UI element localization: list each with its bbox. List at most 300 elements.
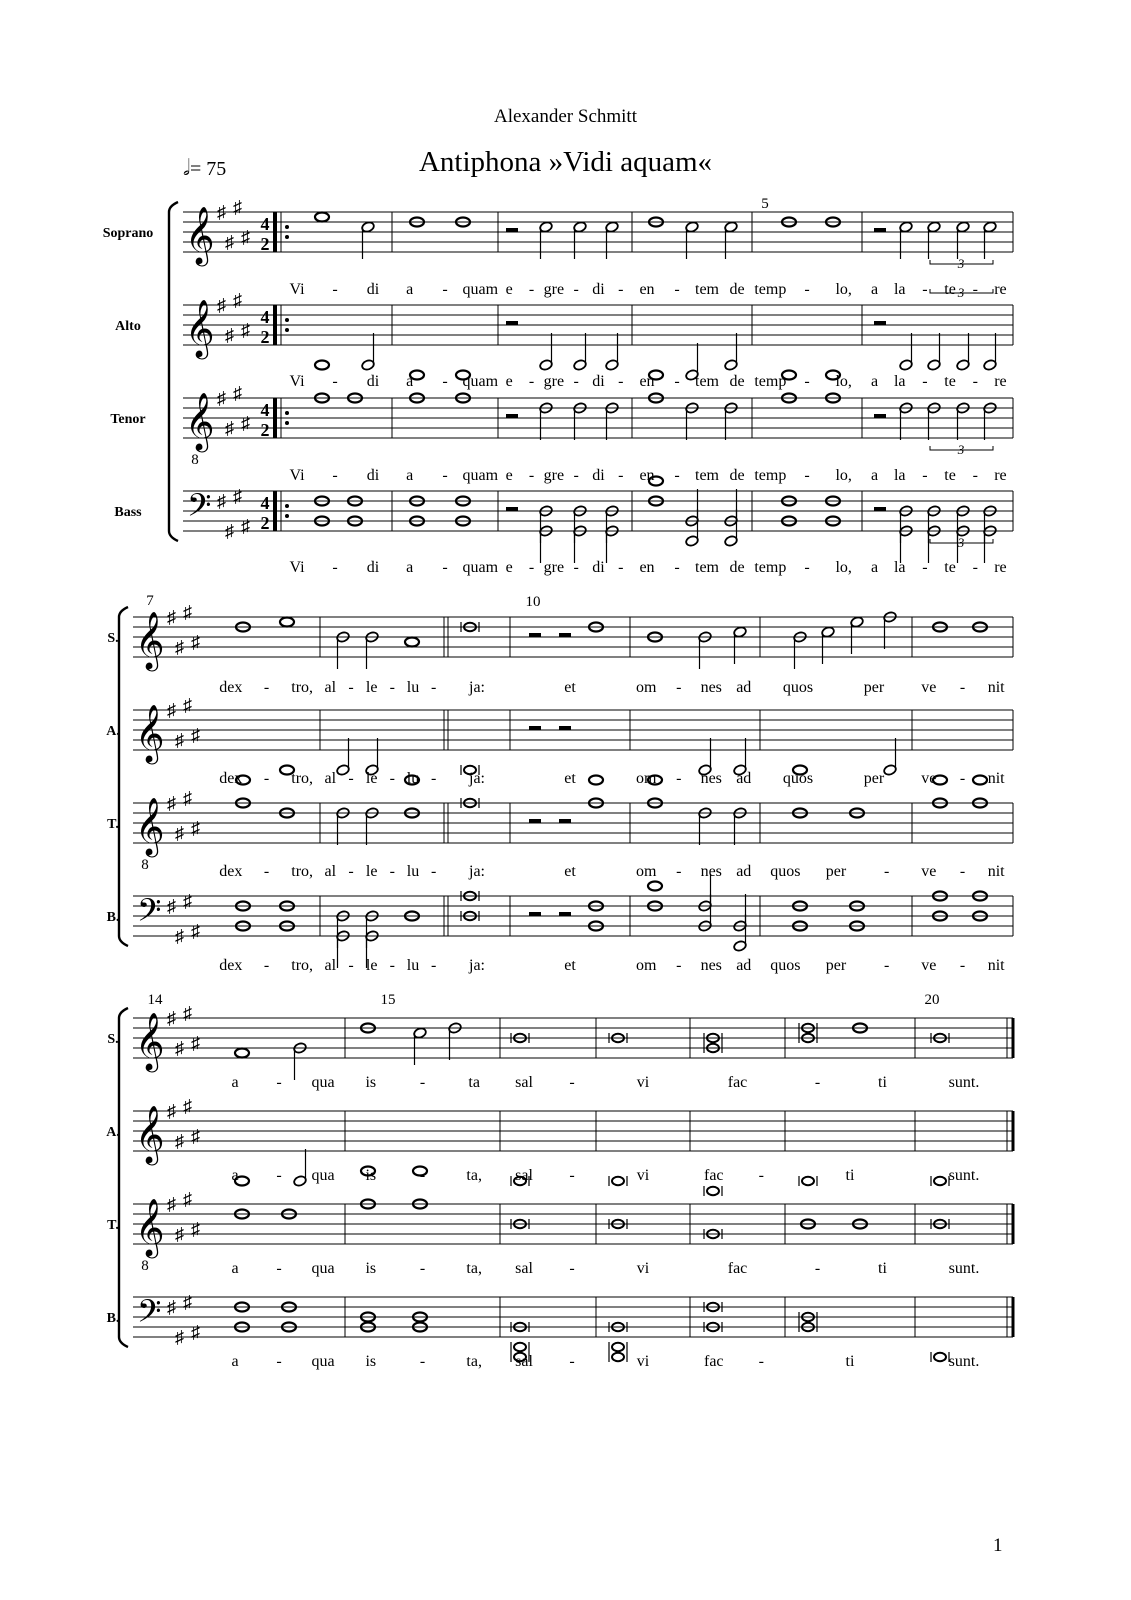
lyric-syllable: - [263, 957, 270, 974]
lyric-syllable: la [893, 281, 906, 298]
whole-note [973, 776, 987, 785]
lyric-syllable: - [676, 679, 682, 696]
lyric-syllable: - [442, 467, 448, 484]
system-bracket [169, 202, 178, 541]
lyric-syllable: vi [636, 1353, 650, 1370]
lyric-syllable: gre [543, 559, 565, 576]
lyric-syllable: - [332, 373, 338, 390]
lyric-syllable: ta, [466, 1167, 482, 1184]
lyric-syllable: - [389, 770, 395, 787]
lyric-syllable: qua [311, 1353, 335, 1370]
lyric-syllable: temp [754, 373, 787, 390]
voice-label: Alto [115, 319, 141, 334]
lyric-syllable: nes [700, 957, 722, 974]
lyric-syllable: - [419, 1353, 426, 1370]
lyric-syllable: al [324, 679, 337, 696]
breve-note [802, 1177, 814, 1185]
lyric-syllable: quos [770, 863, 801, 880]
lyric-syllable: - [573, 281, 579, 298]
lyric-syllable: - [972, 559, 978, 576]
system-1 [103, 196, 1013, 576]
lyric-syllable: ta, [466, 1260, 482, 1277]
sharp-icon: ♯ [241, 413, 250, 433]
lyric-syllable: nit [987, 770, 1005, 787]
lyric-syllable: en [639, 373, 655, 390]
lyric-syllable: di [366, 467, 380, 484]
system-bracket [119, 1008, 128, 1347]
lyric-syllable: ad [736, 679, 752, 696]
lyric-syllable: ja: [469, 957, 485, 974]
sharp-icon: ♯ [175, 926, 184, 946]
lyric-syllable: - [348, 863, 354, 880]
lyric-syllable: lu [406, 679, 420, 696]
page-number: 1 [993, 1535, 1003, 1556]
lyric-syllable: e [505, 373, 513, 390]
lyric-syllable: fac [727, 1260, 748, 1277]
half-note-icon: 𝅗𝅥 [183, 155, 190, 180]
lyric-syllable: quos [782, 679, 814, 696]
sharp-icon: ♯ [183, 1292, 192, 1312]
tuplet-number: 3 [957, 442, 965, 457]
half-rest [529, 819, 541, 823]
lyric-syllable: nes [700, 679, 722, 696]
lyric-syllable: - [569, 1167, 575, 1184]
voice-label: B. [106, 910, 120, 925]
sharp-icon: ♯ [167, 1101, 176, 1121]
lyric-syllable: - [922, 467, 928, 484]
lyric-syllable: temp [754, 559, 787, 576]
lyric-syllable: tem [695, 467, 719, 484]
lyric-syllable: et [564, 770, 576, 787]
lyric-syllable: di [366, 281, 380, 298]
lyric-syllable: - [758, 1353, 764, 1370]
lyric-syllable: - [332, 559, 338, 576]
lyric-syllable: is [365, 1167, 377, 1184]
lyric-syllable: quam [462, 281, 499, 298]
lyric-syllable: sal [515, 1353, 533, 1370]
sharp-icon: ♯ [191, 1219, 200, 1239]
sharp-icon: ♯ [217, 491, 226, 511]
voice-label: B. [106, 1311, 120, 1326]
lyric-syllable: te [944, 373, 956, 390]
whole-note [235, 1049, 249, 1058]
lyric-syllable: - [922, 373, 928, 390]
lyric-syllable: - [922, 281, 928, 298]
lyric-syllable: - [389, 679, 395, 696]
lyric-syllable: quam [462, 373, 499, 390]
start-measure-number: 7 [146, 593, 154, 609]
lyric-syllable: - [389, 957, 395, 974]
lyric-syllable: tem [695, 281, 719, 298]
lyric-syllable: tro, [291, 770, 314, 787]
breve-note [514, 1343, 526, 1351]
lyric-syllable: re [994, 281, 1007, 298]
whole-note [315, 213, 329, 222]
repeat-dot [285, 328, 289, 332]
lyric-syllable: - [676, 770, 682, 787]
sharp-icon: ♯ [225, 232, 234, 252]
lyric-syllable: - [263, 863, 270, 880]
lyric-syllable: sunt. [948, 1167, 980, 1184]
lyric-syllable: e [505, 467, 513, 484]
lyric-syllable: - [332, 467, 338, 484]
lyric-syllable: qua [311, 1167, 335, 1184]
lyric-syllable: - [431, 679, 437, 696]
sharp-icon: ♯ [167, 1194, 176, 1214]
lyric-syllable: - [674, 467, 680, 484]
time-sig-bottom: 2 [260, 327, 270, 347]
lyric-syllable: ad [736, 957, 752, 974]
sharp-icon: ♯ [241, 516, 250, 536]
sharp-icon: ♯ [167, 1297, 176, 1317]
lyric-syllable: et [564, 679, 576, 696]
treble-clef-icon: 𝄞 [135, 1199, 165, 1255]
bass-clef-icon: 𝄢 [137, 894, 162, 936]
measure-number: 10 [525, 594, 541, 610]
lyric-syllable: tem [695, 373, 719, 390]
lyric-syllable: fac [703, 1353, 724, 1370]
lyric-syllable: ti [845, 1167, 855, 1184]
breve-note [934, 1353, 946, 1361]
lyric-syllable: ve [921, 863, 937, 880]
time-sig-bottom: 2 [260, 513, 270, 533]
lyric-syllable: - [431, 957, 437, 974]
voice-label: A. [106, 1125, 120, 1140]
sharp-icon: ♯ [225, 418, 234, 438]
sharp-icon: ♯ [175, 1131, 184, 1151]
lyric-syllable: sal [515, 1260, 533, 1277]
lyric-syllable: - [618, 467, 624, 484]
sharp-icon: ♯ [233, 290, 242, 310]
lyric-syllable: - [959, 863, 966, 880]
lyric-syllable: - [348, 957, 354, 974]
time-sig-top: 4 [260, 214, 270, 234]
lyric-syllable: ti [878, 1074, 887, 1091]
half-rest [506, 507, 518, 511]
sharp-icon: ♯ [225, 325, 234, 345]
sharp-icon: ♯ [191, 921, 200, 941]
lyric-syllable: - [972, 281, 978, 298]
lyric-syllable: di [592, 467, 605, 484]
tuplet-number: 3 [957, 285, 965, 300]
half-rest [559, 726, 571, 730]
lyric-syllable: - [959, 770, 966, 787]
sharp-icon: ♯ [167, 896, 176, 916]
voice-label: Soprano [102, 226, 154, 241]
lyric-syllable: et [564, 957, 576, 974]
lyric-syllable: - [389, 863, 395, 880]
lyric-syllable: ti [845, 1353, 855, 1370]
sharp-icon: ♯ [167, 700, 176, 720]
lyric-syllable: om [636, 863, 657, 880]
lyric-syllable: - [528, 373, 535, 390]
lyric-syllable: de [729, 559, 745, 576]
repeat-dot [285, 225, 289, 229]
lyric-syllable: - [263, 770, 270, 787]
lyric-syllable: - [972, 373, 978, 390]
lyric-syllable: per [863, 770, 885, 787]
lyric-syllable: - [419, 1260, 426, 1277]
lyric-syllable: sunt. [948, 1353, 980, 1370]
lyric-syllable: Vi [289, 281, 305, 298]
sharp-icon: ♯ [175, 1327, 184, 1347]
half-rest [874, 228, 886, 232]
lyric-syllable: nes [700, 863, 722, 880]
sharp-icon: ♯ [233, 486, 242, 506]
lyric-syllable: - [674, 373, 680, 390]
lyric-syllable: vi [636, 1074, 650, 1091]
lyric-syllable: te [944, 467, 956, 484]
repeat-dot [285, 235, 289, 239]
lyric-syllable: - [972, 467, 978, 484]
voice-label: T. [107, 1218, 119, 1233]
whole-note [315, 361, 329, 370]
whole-note [405, 638, 419, 647]
voice-label: A. [106, 724, 120, 739]
sharp-icon: ♯ [191, 1126, 200, 1146]
half-rest [874, 507, 886, 511]
lyric-syllable: quos [770, 957, 801, 974]
lyric-syllable: lo, [835, 373, 852, 390]
lyric-syllable: temp [754, 281, 787, 298]
lyric-syllable: quam [462, 467, 499, 484]
lyric-syllable: lu [406, 863, 420, 880]
lyric-syllable: - [263, 679, 270, 696]
lyric-syllable: - [569, 1074, 575, 1091]
lyric-syllable: - [348, 770, 354, 787]
repeat-dot [285, 318, 289, 322]
lyric-syllable: - [573, 373, 579, 390]
lyric-syllable: Vi [289, 559, 305, 576]
sharp-icon: ♯ [183, 1003, 192, 1023]
lyric-syllable: - [442, 559, 448, 576]
lyric-syllable: dex [219, 957, 243, 974]
breve-note [612, 1177, 624, 1185]
lyric-syllable: nit [987, 863, 1005, 880]
lyric-syllable: la [893, 467, 906, 484]
lyric-syllable: en [639, 281, 655, 298]
lyric-syllable: al [324, 770, 337, 787]
measure-number: 15 [380, 992, 396, 1008]
lyric-syllable: gre [543, 373, 565, 390]
lyric-syllable: di [366, 559, 380, 576]
sharp-icon: ♯ [241, 227, 250, 247]
lyric-syllable: a [406, 467, 414, 484]
start-measure-number: 14 [147, 992, 163, 1008]
lyric-syllable: - [804, 281, 810, 298]
lyric-syllable: - [569, 1260, 575, 1277]
lyric-syllable: Vi [289, 467, 305, 484]
lyric-syllable: fac [727, 1074, 748, 1091]
lyric-syllable: - [618, 559, 624, 576]
whole-note [648, 882, 662, 891]
sharp-icon: ♯ [217, 388, 226, 408]
lyric-syllable: - [959, 679, 966, 696]
lyric-syllable: - [276, 1074, 282, 1091]
lyric-syllable: - [959, 957, 966, 974]
sharp-icon: ♯ [217, 202, 226, 222]
breve-note [612, 1343, 624, 1351]
lyric-syllable: - [276, 1353, 282, 1370]
half-rest [559, 819, 571, 823]
voice-label: Tenor [110, 412, 146, 427]
lyric-syllable: a [406, 281, 414, 298]
lyric-syllable: vi [636, 1167, 650, 1184]
octave-mark: 8 [191, 452, 199, 468]
lyric-syllable: sunt. [948, 1074, 980, 1091]
lyric-syllable: - [573, 559, 579, 576]
sharp-icon: ♯ [191, 1322, 200, 1342]
lyric-syllable: - [674, 559, 680, 576]
lyric-syllable: ja: [469, 679, 485, 696]
lyric-syllable: - [618, 281, 624, 298]
treble-clef-icon: 𝄞 [135, 705, 165, 761]
lyric-syllable: - [442, 373, 448, 390]
lyric-syllable: le [365, 679, 378, 696]
lyric-syllable: - [758, 1167, 764, 1184]
lyric-syllable: lo, [835, 281, 852, 298]
lyric-syllable: - [804, 373, 810, 390]
lyric-syllable: tro, [291, 863, 314, 880]
lyric-syllable: - [573, 467, 579, 484]
lyric-syllable: de [729, 467, 745, 484]
lyric-syllable: sunt. [948, 1260, 980, 1277]
lyric-syllable: a [231, 1074, 239, 1091]
sharp-icon: ♯ [191, 725, 200, 745]
voice-label: S. [107, 1032, 119, 1047]
half-rest [506, 228, 518, 232]
time-sig-top: 4 [260, 307, 270, 327]
lyric-syllable: tem [695, 559, 719, 576]
lyric-syllable: sal [515, 1167, 533, 1184]
repeat-dot [285, 411, 289, 415]
sharp-icon: ♯ [175, 730, 184, 750]
lyric-syllable: is [365, 1260, 377, 1277]
bass-clef-icon: 𝄢 [187, 489, 212, 531]
lyric-syllable: - [676, 863, 682, 880]
lyric-syllable: a [871, 559, 879, 576]
half-rest [874, 321, 886, 325]
treble-clef-icon: 𝄞 [185, 207, 215, 263]
bass-clef-icon: 𝄢 [137, 1295, 162, 1337]
sharp-icon: ♯ [183, 1189, 192, 1209]
lyric-syllable: et [564, 863, 576, 880]
lyric-syllable: tro, [291, 957, 314, 974]
lyric-syllable: - [431, 863, 437, 880]
lyric-syllable: ad [736, 770, 752, 787]
sharp-icon: ♯ [183, 891, 192, 911]
lyric-syllable: di [592, 281, 605, 298]
piece-title: Antiphona »Vidi aquam« [418, 146, 713, 178]
lyric-syllable: re [994, 467, 1007, 484]
lyric-syllable: - [884, 957, 890, 974]
lyric-syllable: di [592, 559, 605, 576]
lyric-syllable: nit [987, 679, 1005, 696]
lyric-syllable: om [636, 957, 657, 974]
lyric-syllable: Vi [289, 373, 305, 390]
sharp-icon: ♯ [191, 818, 200, 838]
treble-clef-icon: 𝄞 [135, 612, 165, 668]
lyric-syllable: - [922, 559, 928, 576]
lyric-syllable: le [365, 863, 378, 880]
lyric-syllable: per [825, 957, 847, 974]
measure-number: 20 [924, 992, 940, 1008]
half-rest [874, 414, 886, 418]
half-rest [559, 912, 571, 916]
sharp-icon: ♯ [183, 1096, 192, 1116]
breve-note [612, 1353, 624, 1361]
lyric-syllable: - [528, 281, 535, 298]
lyric-syllable: ve [921, 957, 937, 974]
half-rest [506, 414, 518, 418]
lyric-syllable: nes [700, 770, 722, 787]
composer-name: Alexander Schmitt [494, 106, 637, 127]
lyric-syllable: ja: [469, 863, 485, 880]
lyric-syllable: quam [462, 559, 499, 576]
lyric-syllable: al [324, 863, 337, 880]
whole-note [280, 618, 294, 627]
lyric-syllable: - [618, 373, 624, 390]
lyric-syllable: - [804, 559, 810, 576]
lyric-syllable: gre [543, 467, 565, 484]
lyric-syllable: a [871, 281, 879, 298]
half-rest [529, 726, 541, 730]
repeat-dot [285, 421, 289, 425]
lyric-syllable: re [994, 373, 1007, 390]
lyric-syllable: te [944, 559, 956, 576]
lyric-syllable: om [636, 770, 657, 787]
half-rest [506, 321, 518, 325]
lyric-syllable: al [324, 957, 337, 974]
repeat-dot [285, 514, 289, 518]
time-sig-bottom: 2 [260, 234, 270, 254]
lyric-syllable: a [231, 1167, 239, 1184]
lyric-syllable: fac [703, 1167, 724, 1184]
lyric-syllable: re [994, 559, 1007, 576]
sharp-icon: ♯ [175, 1038, 184, 1058]
lyric-syllable: a [231, 1260, 239, 1277]
lyric-syllable: is [365, 1074, 377, 1091]
lyric-syllable: ti [878, 1260, 887, 1277]
lyric-syllable: lu [406, 770, 420, 787]
sharp-icon: ♯ [167, 607, 176, 627]
lyric-syllable: - [814, 1074, 821, 1091]
lyric-syllable: dex [219, 679, 243, 696]
sharp-icon: ♯ [241, 320, 250, 340]
lyric-syllable: quos [782, 770, 814, 787]
sharp-icon: ♯ [175, 823, 184, 843]
sharp-icon: ♯ [175, 1224, 184, 1244]
lyric-syllable: de [729, 281, 745, 298]
whole-note [589, 776, 603, 785]
lyric-syllable: - [276, 1167, 282, 1184]
lyric-syllable: - [528, 467, 535, 484]
repeat-dot [285, 504, 289, 508]
sharp-icon: ♯ [233, 383, 242, 403]
sharp-icon: ♯ [191, 632, 200, 652]
lyric-syllable: sal [515, 1074, 533, 1091]
lyric-syllable: nit [987, 957, 1005, 974]
lyric-syllable: te [944, 281, 956, 298]
lyric-syllable: temp [754, 467, 787, 484]
tuplet-number: 3 [957, 535, 965, 550]
lyric-syllable: en [639, 559, 655, 576]
lyric-syllable: - [804, 467, 810, 484]
voice-label: Bass [114, 505, 142, 520]
lyric-syllable: a [231, 1353, 239, 1370]
treble-clef-icon: 𝄞 [185, 393, 215, 449]
lyric-syllable: a [871, 467, 879, 484]
